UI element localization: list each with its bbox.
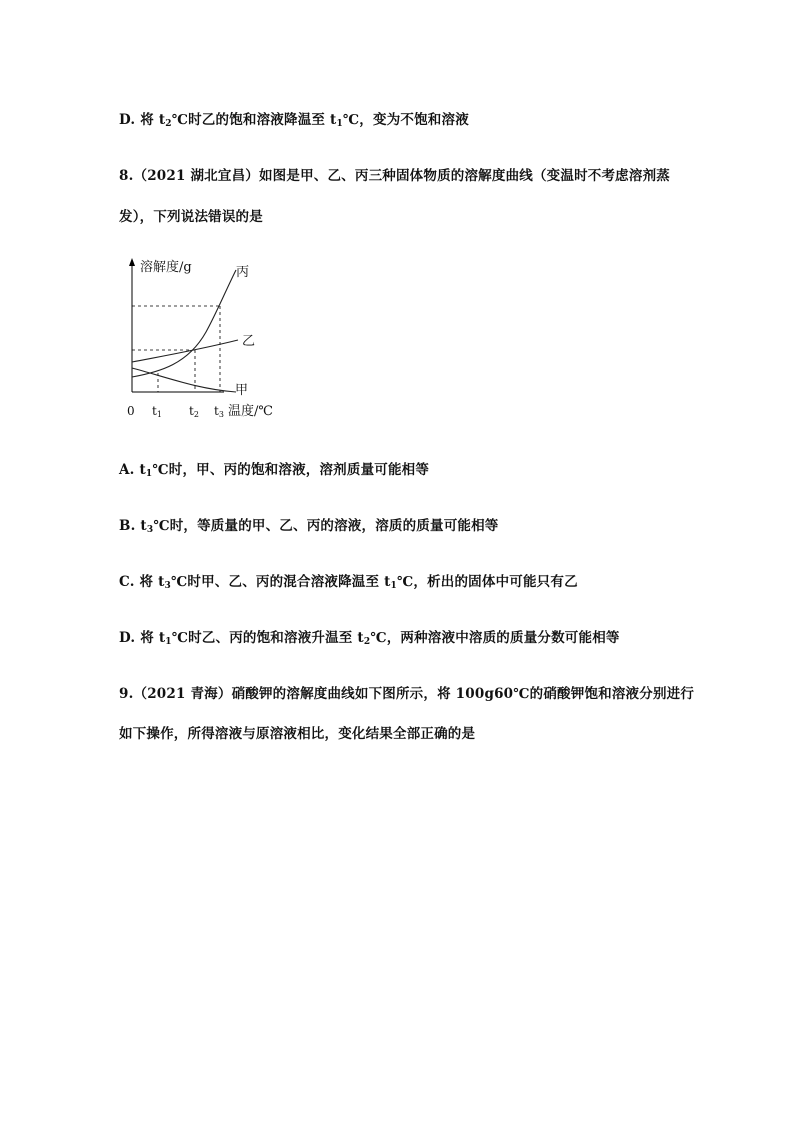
option-c-q8: C. 将 $t_3℃$时甲、乙、丙的混合溶液降温至 $t_1℃$，析出的固体中可能只有乙: [119, 574, 578, 591]
x-tick-t1: t1: [152, 404, 162, 419]
question-9-stem-line2: 如下操作，所得溶液与原溶液相比，变化结果全部正确的是: [119, 726, 476, 742]
origin-label: 0: [127, 404, 135, 418]
series-yi-curve: [132, 340, 238, 362]
y-axis-label: 溶解度/g: [140, 260, 192, 275]
question-9-stem-line1: 9.（2021 青海）硝酸钾的溶解度曲线如下图所示，将 100g60℃的硝酸钾饱和溶液分别进行: [119, 686, 695, 702]
question-8-stem-line2: 发），下列说法错误的是: [119, 209, 263, 225]
x-tick-t2: t2: [189, 404, 199, 419]
legend-bing: 丙: [236, 265, 250, 280]
solubility-chart: [118, 252, 298, 424]
option-d-q7: D. 将 $t_2℃$时乙的饱和溶液降温至 $t_1℃$，变为不饱和溶液: [119, 112, 469, 129]
option-d-q8: D. 将 $t_1℃$时乙、丙的饱和溶液升温至 $t_2℃$，两种溶液中溶质的质量分数可能相等: [119, 630, 620, 647]
y-axis-arrow: [129, 258, 135, 266]
option-b-q8: B. $t_3℃$时，等质量的甲、乙、丙的溶液，溶质的质量可能相等: [119, 518, 499, 535]
x-axis-label: 温度/℃: [228, 404, 273, 419]
x-tick-t3: t3: [214, 404, 224, 419]
option-a-q8: A. $t_1℃$时，甲、丙的饱和溶液，溶剂质量可能相等: [119, 462, 430, 479]
question-8-stem-line1: 8.（2021 湖北宜昌）如图是甲、乙、丙三种固体物质的溶解度曲线（变温时不考虑溶剂蒸: [119, 168, 670, 184]
legend-yi: 乙: [242, 334, 256, 349]
legend-jia: 甲: [235, 383, 249, 398]
